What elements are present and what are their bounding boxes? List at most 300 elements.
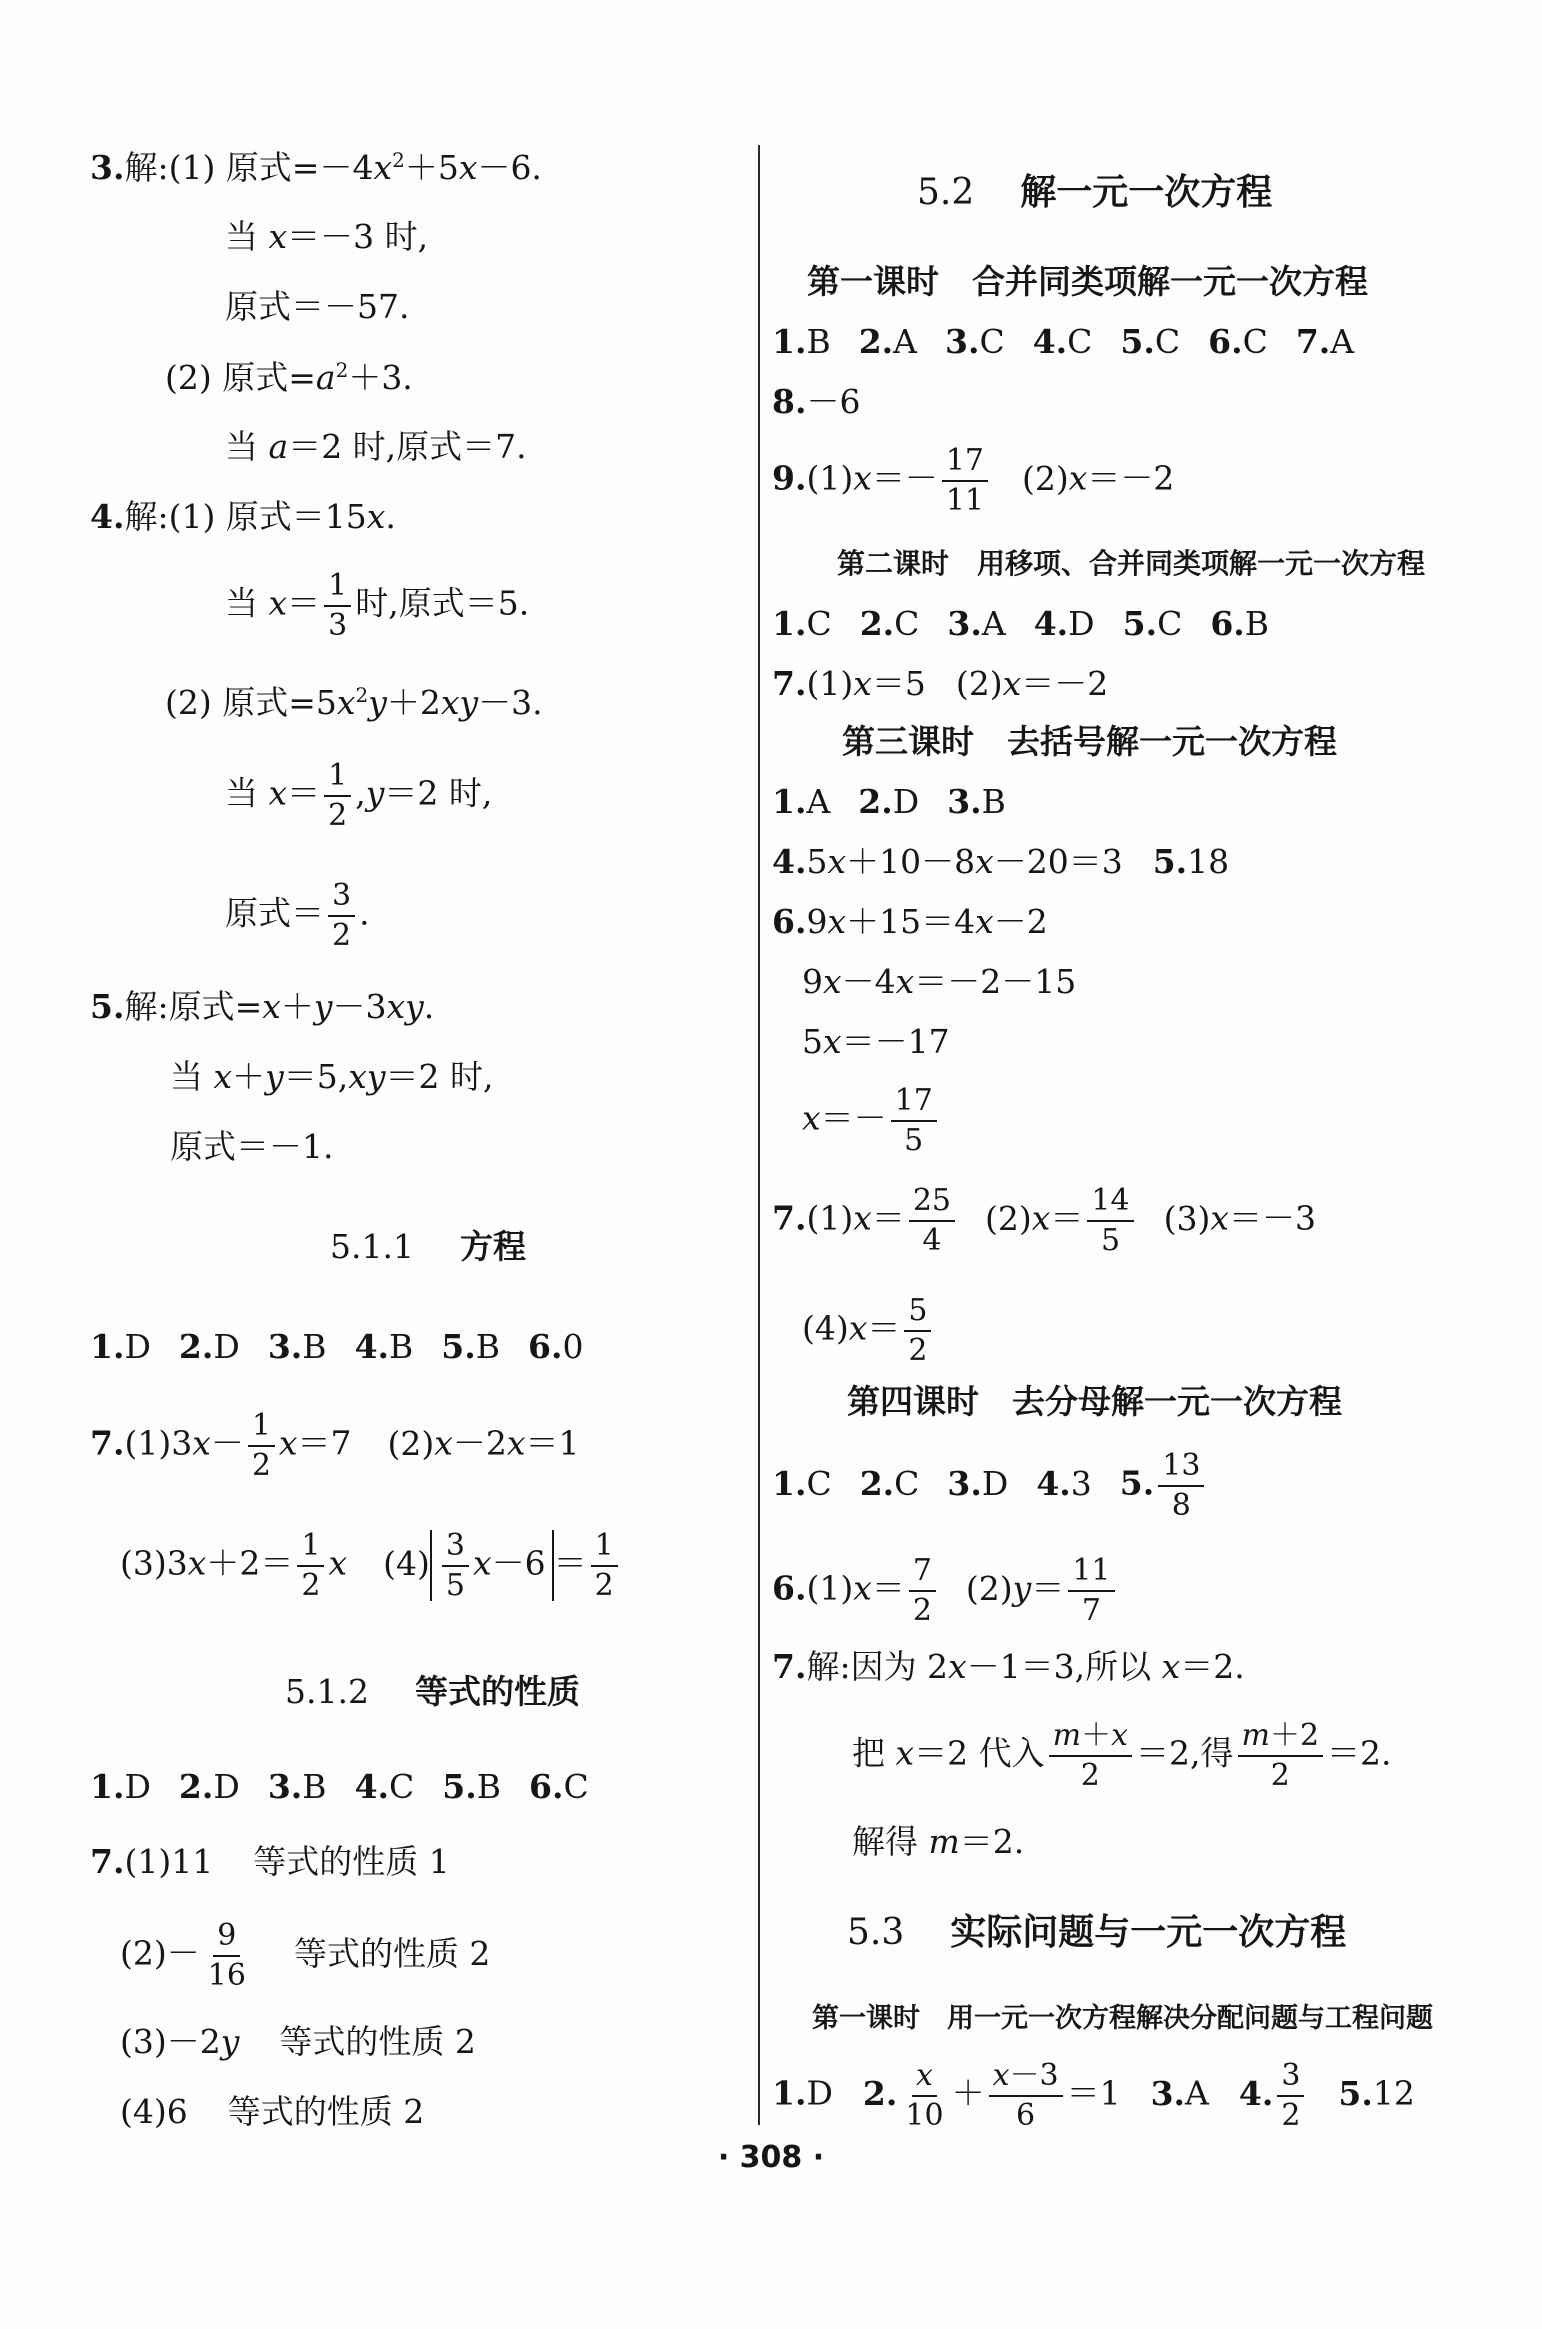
text: 5 [802, 1022, 823, 1061]
answer-item [945, 322, 1005, 361]
answer-5 [90, 987, 435, 1026]
section-number: 5.1.2 [285, 1672, 369, 1711]
lesson-4-heading: 第四课时 去分母解一元一次方程 [847, 1382, 1342, 1421]
text: ＋10－8 [846, 842, 976, 881]
answer-item [268, 1767, 327, 1806]
text: ＋2 [1269, 1718, 1320, 1753]
denominator: 10 [905, 2097, 944, 2133]
text: －6 [491, 1543, 546, 1583]
item-number: 7. [90, 1842, 125, 1881]
text: (1)11 [124, 1842, 214, 1881]
choice: B [389, 1327, 414, 1366]
fraction [909, 1185, 955, 1256]
numerator: 3 [1277, 2060, 1304, 2097]
answer-3-2 [165, 358, 413, 397]
answers-5-1-2-choice [90, 1767, 589, 1806]
choice: 12 [1372, 2073, 1415, 2113]
item-number: 5. [1338, 2073, 1373, 2113]
item-number: 4. [354, 1327, 390, 1366]
choice: C [1154, 322, 1181, 361]
choice: C [806, 1463, 832, 1503]
var: x [506, 1423, 526, 1463]
choice: A [981, 604, 1006, 643]
item-number: 4. [772, 842, 807, 881]
text: 等式的性质 2 [227, 2092, 425, 2131]
text: ＋ [1081, 1718, 1112, 1753]
lesson-3-choice-answers [772, 782, 1006, 821]
item-number: 7. [1295, 322, 1331, 361]
lesson-2-heading: 第二课时 用移项、合并同类项解一元一次方程 [837, 547, 1426, 580]
item-number: 2. [859, 604, 895, 643]
var: x [187, 1543, 207, 1583]
item-number: 4. [90, 497, 125, 536]
answer-item [947, 782, 1006, 821]
var: y [220, 2022, 240, 2061]
answer-item [860, 604, 920, 643]
item-number: 2. [858, 782, 893, 821]
section-title: 实际问题与一元一次方程 [950, 1912, 1347, 1953]
text: (2) [1022, 458, 1069, 498]
item-number: 8. [772, 382, 807, 421]
answer-3-1-when [225, 217, 429, 256]
fraction [989, 2060, 1063, 2131]
text: 解:(1) 原式=－4 [124, 148, 374, 187]
answer-item [772, 782, 830, 821]
lesson-1-heading: 第一课时 合并同类项解一元一次方程 [807, 262, 1368, 301]
fraction [904, 1295, 931, 1366]
var: x [192, 1423, 211, 1463]
fraction [891, 1085, 937, 1156]
text: (4) [802, 1308, 849, 1348]
text: 把 [852, 1733, 896, 1773]
exp: 2 [392, 148, 405, 172]
numerator: 1 [324, 760, 351, 797]
fraction [1049, 1720, 1132, 1791]
choice-answers [772, 1464, 1092, 1503]
text: (2) [965, 1568, 1013, 1608]
item-number: 2. [862, 2073, 898, 2113]
text: ＝ [867, 1308, 901, 1348]
var: x [823, 1022, 842, 1061]
section-5-3-lesson-1-heading: 第一课时 用一元一次方程解决分配问题与工程问题 [812, 2003, 1433, 2034]
answer-item [529, 1767, 589, 1806]
var: xy [386, 987, 424, 1026]
denominator: 5 [904, 1122, 924, 1158]
answer-4-2 [165, 683, 543, 722]
text: ＝－ [820, 1098, 887, 1138]
text: ＝－2 [1021, 664, 1109, 703]
numerator: 1 [324, 570, 351, 607]
text: 等式的性质 2 [279, 2022, 476, 2061]
answer-item [947, 1464, 1008, 1503]
text: 当 [225, 427, 269, 466]
text: －1＝3,所以 [966, 1647, 1162, 1686]
fraction [248, 1410, 275, 1481]
text: ＋2 [386, 683, 441, 722]
var: x [268, 773, 288, 813]
text: ＝ [553, 1543, 587, 1583]
denominator: 3 [328, 607, 348, 643]
section-number: 5.1.1 [330, 1227, 414, 1266]
denominator: 2 [912, 1592, 932, 1628]
text: ＋3. [348, 358, 413, 397]
var: x [336, 683, 356, 722]
answer-item [772, 604, 832, 643]
denominator: 8 [1171, 1487, 1191, 1523]
choice: C [979, 322, 1005, 361]
item-number: 1. [90, 1767, 125, 1806]
item-number: 1. [90, 1327, 125, 1366]
lesson-4-answers-1-5 [772, 1450, 1208, 1521]
item-number: 4. [1036, 1463, 1071, 1503]
var: y [368, 683, 387, 722]
item-number: 5. [1120, 322, 1155, 361]
choice: A [1185, 2073, 1209, 2113]
item-number: 6. [1210, 604, 1245, 643]
lesson-1-answer-9 [772, 445, 1174, 516]
answer-3-1 [90, 148, 542, 187]
denominator: 2 [332, 917, 352, 953]
section-title: 方程 [459, 1227, 526, 1266]
text: －6. [477, 148, 542, 187]
choice: B [302, 1327, 327, 1366]
denominator: 5 [1100, 1222, 1121, 1258]
item-number: 7. [90, 1423, 125, 1463]
text: － [210, 1423, 244, 1463]
text: ＝－ [871, 458, 938, 498]
text: 解:原式= [124, 987, 263, 1026]
choice: B [1244, 604, 1270, 643]
numerator: 13 [1158, 1450, 1204, 1487]
denominator: 16 [207, 1957, 246, 1993]
choice: B [981, 782, 1006, 821]
text: (2) 原式= [165, 358, 316, 397]
answer-4-1-when [225, 570, 529, 641]
lesson-4-answer-7 [772, 1647, 1245, 1686]
lesson-2-choice-answers [772, 604, 1270, 643]
lesson-3-heading: 第三课时 去括号解一元一次方程 [842, 722, 1337, 761]
denominator: 2 [251, 1447, 271, 1483]
fraction [1158, 1450, 1204, 1521]
var: m [1052, 1718, 1082, 1753]
answer-item [858, 782, 919, 821]
answer-5-1-2-7-3 [120, 2022, 476, 2061]
var: x [827, 842, 847, 881]
choice: C [389, 1767, 415, 1806]
var: a [268, 427, 289, 466]
var: x [802, 1098, 821, 1138]
text: ＝ [871, 1198, 905, 1238]
answer-item [355, 1767, 415, 1806]
denominator: 2 [594, 1567, 614, 1603]
text: 解得 [852, 1822, 929, 1861]
choice: A [1330, 322, 1355, 361]
denominator: 4 [922, 1222, 942, 1258]
item-number: 5. [1119, 1463, 1155, 1503]
text: ＝－17 [841, 1022, 950, 1061]
var: x [848, 1308, 868, 1348]
answer-item [179, 1767, 240, 1806]
lesson-1-choice-answers [772, 322, 1355, 361]
var: a [315, 358, 336, 397]
text: (1) [806, 664, 854, 703]
var: x [975, 902, 994, 941]
var: x [827, 902, 847, 941]
text: －2 [993, 902, 1048, 941]
text: －3 [332, 987, 387, 1026]
text: ＝2. [1327, 1733, 1392, 1773]
denominator: 11 [945, 482, 985, 518]
choice: D [806, 2073, 833, 2113]
var: x [1002, 664, 1022, 703]
answer-item [947, 604, 1005, 643]
text: (2) [985, 1198, 1032, 1238]
numerator [989, 2060, 1063, 2097]
text: ＝5 [871, 664, 926, 703]
item-number: 9. [772, 458, 807, 498]
var: x [1210, 1198, 1229, 1238]
var: m [928, 1822, 960, 1861]
item-number: 3. [945, 322, 980, 361]
choice: D [124, 1327, 151, 1366]
item-number: 5. [441, 1327, 476, 1366]
var: y [1012, 1568, 1032, 1608]
answer-item [1208, 322, 1268, 361]
var: x [853, 1568, 872, 1608]
text: (3)3 [120, 1543, 188, 1583]
var: x [366, 497, 386, 536]
text: ＋2＝ [206, 1543, 294, 1583]
item-number: 1. [772, 322, 807, 361]
text: (2) 原式=5 [165, 683, 337, 722]
numerator: 17 [942, 445, 988, 482]
item-number: 4. [1033, 604, 1069, 643]
numerator: 1 [248, 1410, 275, 1447]
text: (2)－ [120, 1933, 200, 1973]
text: ＝2. [1180, 1647, 1245, 1686]
choice: D [124, 1767, 151, 1806]
text: ＝ [287, 583, 321, 623]
item-number: 4. [1032, 322, 1068, 361]
answer-5-1-2-7-1 [90, 1842, 450, 1881]
answer-item [1036, 1464, 1091, 1503]
item-number: 3. [267, 1767, 303, 1806]
var: m [1241, 1718, 1270, 1753]
text: (2) [387, 1423, 435, 1463]
denominator: 2 [908, 1332, 928, 1368]
exp: 2 [355, 683, 369, 707]
text: ＝2 时, [384, 773, 493, 813]
var: x [458, 148, 478, 187]
item-number: 6. [1208, 322, 1243, 361]
choice: D [213, 1327, 240, 1366]
text: －4 [841, 962, 896, 1001]
choice: C [563, 1767, 589, 1806]
choice: C [1067, 322, 1093, 361]
answer-5-result: 原式＝－1. [170, 1127, 334, 1166]
var: x [373, 148, 393, 187]
lesson-4-answer-6 [772, 1555, 1119, 1626]
item-number: 3. [947, 782, 982, 821]
text: ＝ [1031, 1568, 1065, 1608]
answer-item [772, 322, 831, 361]
text: 时,原式＝5. [355, 583, 530, 623]
var: x [213, 1057, 233, 1096]
item-number: 4. [354, 1767, 390, 1806]
var: x [1111, 1718, 1128, 1753]
numerator: 3 [328, 880, 355, 917]
answer-item [179, 1327, 240, 1366]
var: x [1031, 1198, 1051, 1238]
item-number: 1. [772, 782, 807, 821]
text: －20＝3 [993, 842, 1123, 881]
item-number: 5. [1122, 604, 1158, 643]
var: x [895, 962, 915, 1001]
item-number: 2. [178, 1327, 214, 1366]
text: (2) [955, 664, 1003, 703]
var: x [262, 987, 281, 1026]
text: ＋ [280, 987, 314, 1026]
text: －3. [478, 683, 543, 722]
text: 解:因为 2 [806, 1647, 949, 1686]
fraction [324, 570, 351, 641]
choice: D [981, 1463, 1009, 1503]
text: 当 [170, 1057, 214, 1096]
fraction [942, 445, 988, 516]
item-number: 3. [1150, 2073, 1186, 2113]
text: (1) [806, 1568, 854, 1608]
numerator: 9 [213, 1920, 240, 1957]
section-title: 等式的性质 [414, 1672, 580, 1711]
text: ＝2 代入 [914, 1733, 1045, 1773]
choice: A [806, 782, 831, 821]
text: ＝－3 时, [287, 217, 429, 256]
var: y [365, 773, 385, 813]
text: (4) [383, 1543, 430, 1583]
text: ＋ [951, 2073, 985, 2113]
var: x [278, 1423, 298, 1463]
denominator: 5 [445, 1567, 465, 1603]
item-number: 5. [1152, 842, 1188, 881]
item-number: 1. [772, 2073, 807, 2113]
choice: A [893, 322, 918, 361]
lesson-3-answer-4-5 [772, 842, 1230, 881]
choice: D [892, 782, 920, 821]
answer-5-1-1-7a [90, 1410, 580, 1481]
fraction [297, 1530, 324, 1601]
item-number: 6. [528, 1327, 563, 1366]
choice: B [476, 1767, 501, 1806]
numerator: 25 [909, 1185, 955, 1222]
answer-4-1 [90, 497, 396, 536]
text: ＝1 [1066, 2073, 1121, 2113]
var: x [328, 1543, 348, 1583]
column-divider [758, 145, 760, 2125]
fraction [1068, 1555, 1114, 1626]
var: x [853, 1198, 872, 1238]
answer-3-1-result: 原式＝－57. [225, 287, 410, 326]
text: ＝1 [525, 1423, 580, 1463]
section-5-1-1-heading [330, 1227, 526, 1266]
numerator: 5 [904, 1295, 931, 1332]
item-number: 7. [772, 1198, 807, 1238]
answer-4-2-when [225, 760, 492, 831]
fraction [901, 2060, 947, 2131]
text: . [423, 987, 435, 1026]
text: 当 [225, 773, 269, 813]
text: ＋ [232, 1057, 266, 1096]
lesson-2-answer-7 [772, 664, 1109, 703]
var: x [975, 842, 994, 881]
item-number: 4. [1238, 2073, 1274, 2113]
choice: C [806, 604, 832, 643]
choice: D [213, 1767, 240, 1806]
denominator: 2 [1270, 1757, 1290, 1793]
answer-item [528, 1327, 583, 1366]
var: x [434, 1423, 453, 1463]
text: 等式的性质 1 [253, 1842, 450, 1881]
text: －2 [452, 1423, 507, 1463]
numerator: 1 [297, 1530, 324, 1567]
text: 解:(1) 原式＝15 [124, 497, 367, 536]
answer-item [1296, 322, 1354, 361]
fraction [1087, 1185, 1133, 1256]
var: x [992, 2058, 1010, 2093]
item-number: 7. [772, 1647, 807, 1686]
fraction [591, 1530, 618, 1601]
text: (3)－2 [120, 2022, 221, 2061]
answer-4-2-result [225, 880, 370, 951]
section-5-3-heading [847, 1912, 1347, 1953]
denominator: 2 [1281, 2097, 1301, 2133]
answer-item [1123, 604, 1183, 643]
choice: C [894, 604, 920, 643]
text: ＋5 [404, 148, 459, 187]
lesson-3-answer-6-step4 [802, 1085, 941, 1156]
answer-item [442, 1767, 501, 1806]
answer-5-1-1-7b [120, 1530, 622, 1601]
var: x [268, 583, 288, 623]
section-5-2-heading [917, 172, 1273, 213]
text: 等式的性质 2 [293, 1933, 491, 1973]
fraction [1277, 2060, 1304, 2131]
numerator: 1 [591, 1530, 618, 1567]
section-5-1-2-heading [285, 1672, 580, 1711]
section-5-3-answers [772, 2060, 1415, 2131]
var: x [853, 458, 872, 498]
choice: B [806, 322, 831, 361]
text: (1)3 [124, 1423, 193, 1463]
denominator: 6 [1016, 2097, 1036, 2133]
text: ＝ [287, 773, 321, 813]
text: . [359, 893, 370, 933]
var: xy [348, 1057, 386, 1096]
text: (1) [806, 458, 854, 498]
numerator: 14 [1087, 1185, 1133, 1222]
numerator [1238, 1720, 1324, 1757]
answer-item [772, 1464, 832, 1503]
answer-item [268, 1327, 327, 1366]
var: x [823, 962, 842, 1001]
text: 9 [802, 962, 823, 1001]
absolute-value [430, 1530, 554, 1601]
answer-item [355, 1327, 414, 1366]
choice: 3 [1070, 1463, 1092, 1503]
choice: C [1242, 322, 1268, 361]
item-number: 5. [442, 1767, 477, 1806]
lesson-3-answer-7-4 [802, 1295, 935, 1366]
text: (1) [806, 1198, 854, 1238]
